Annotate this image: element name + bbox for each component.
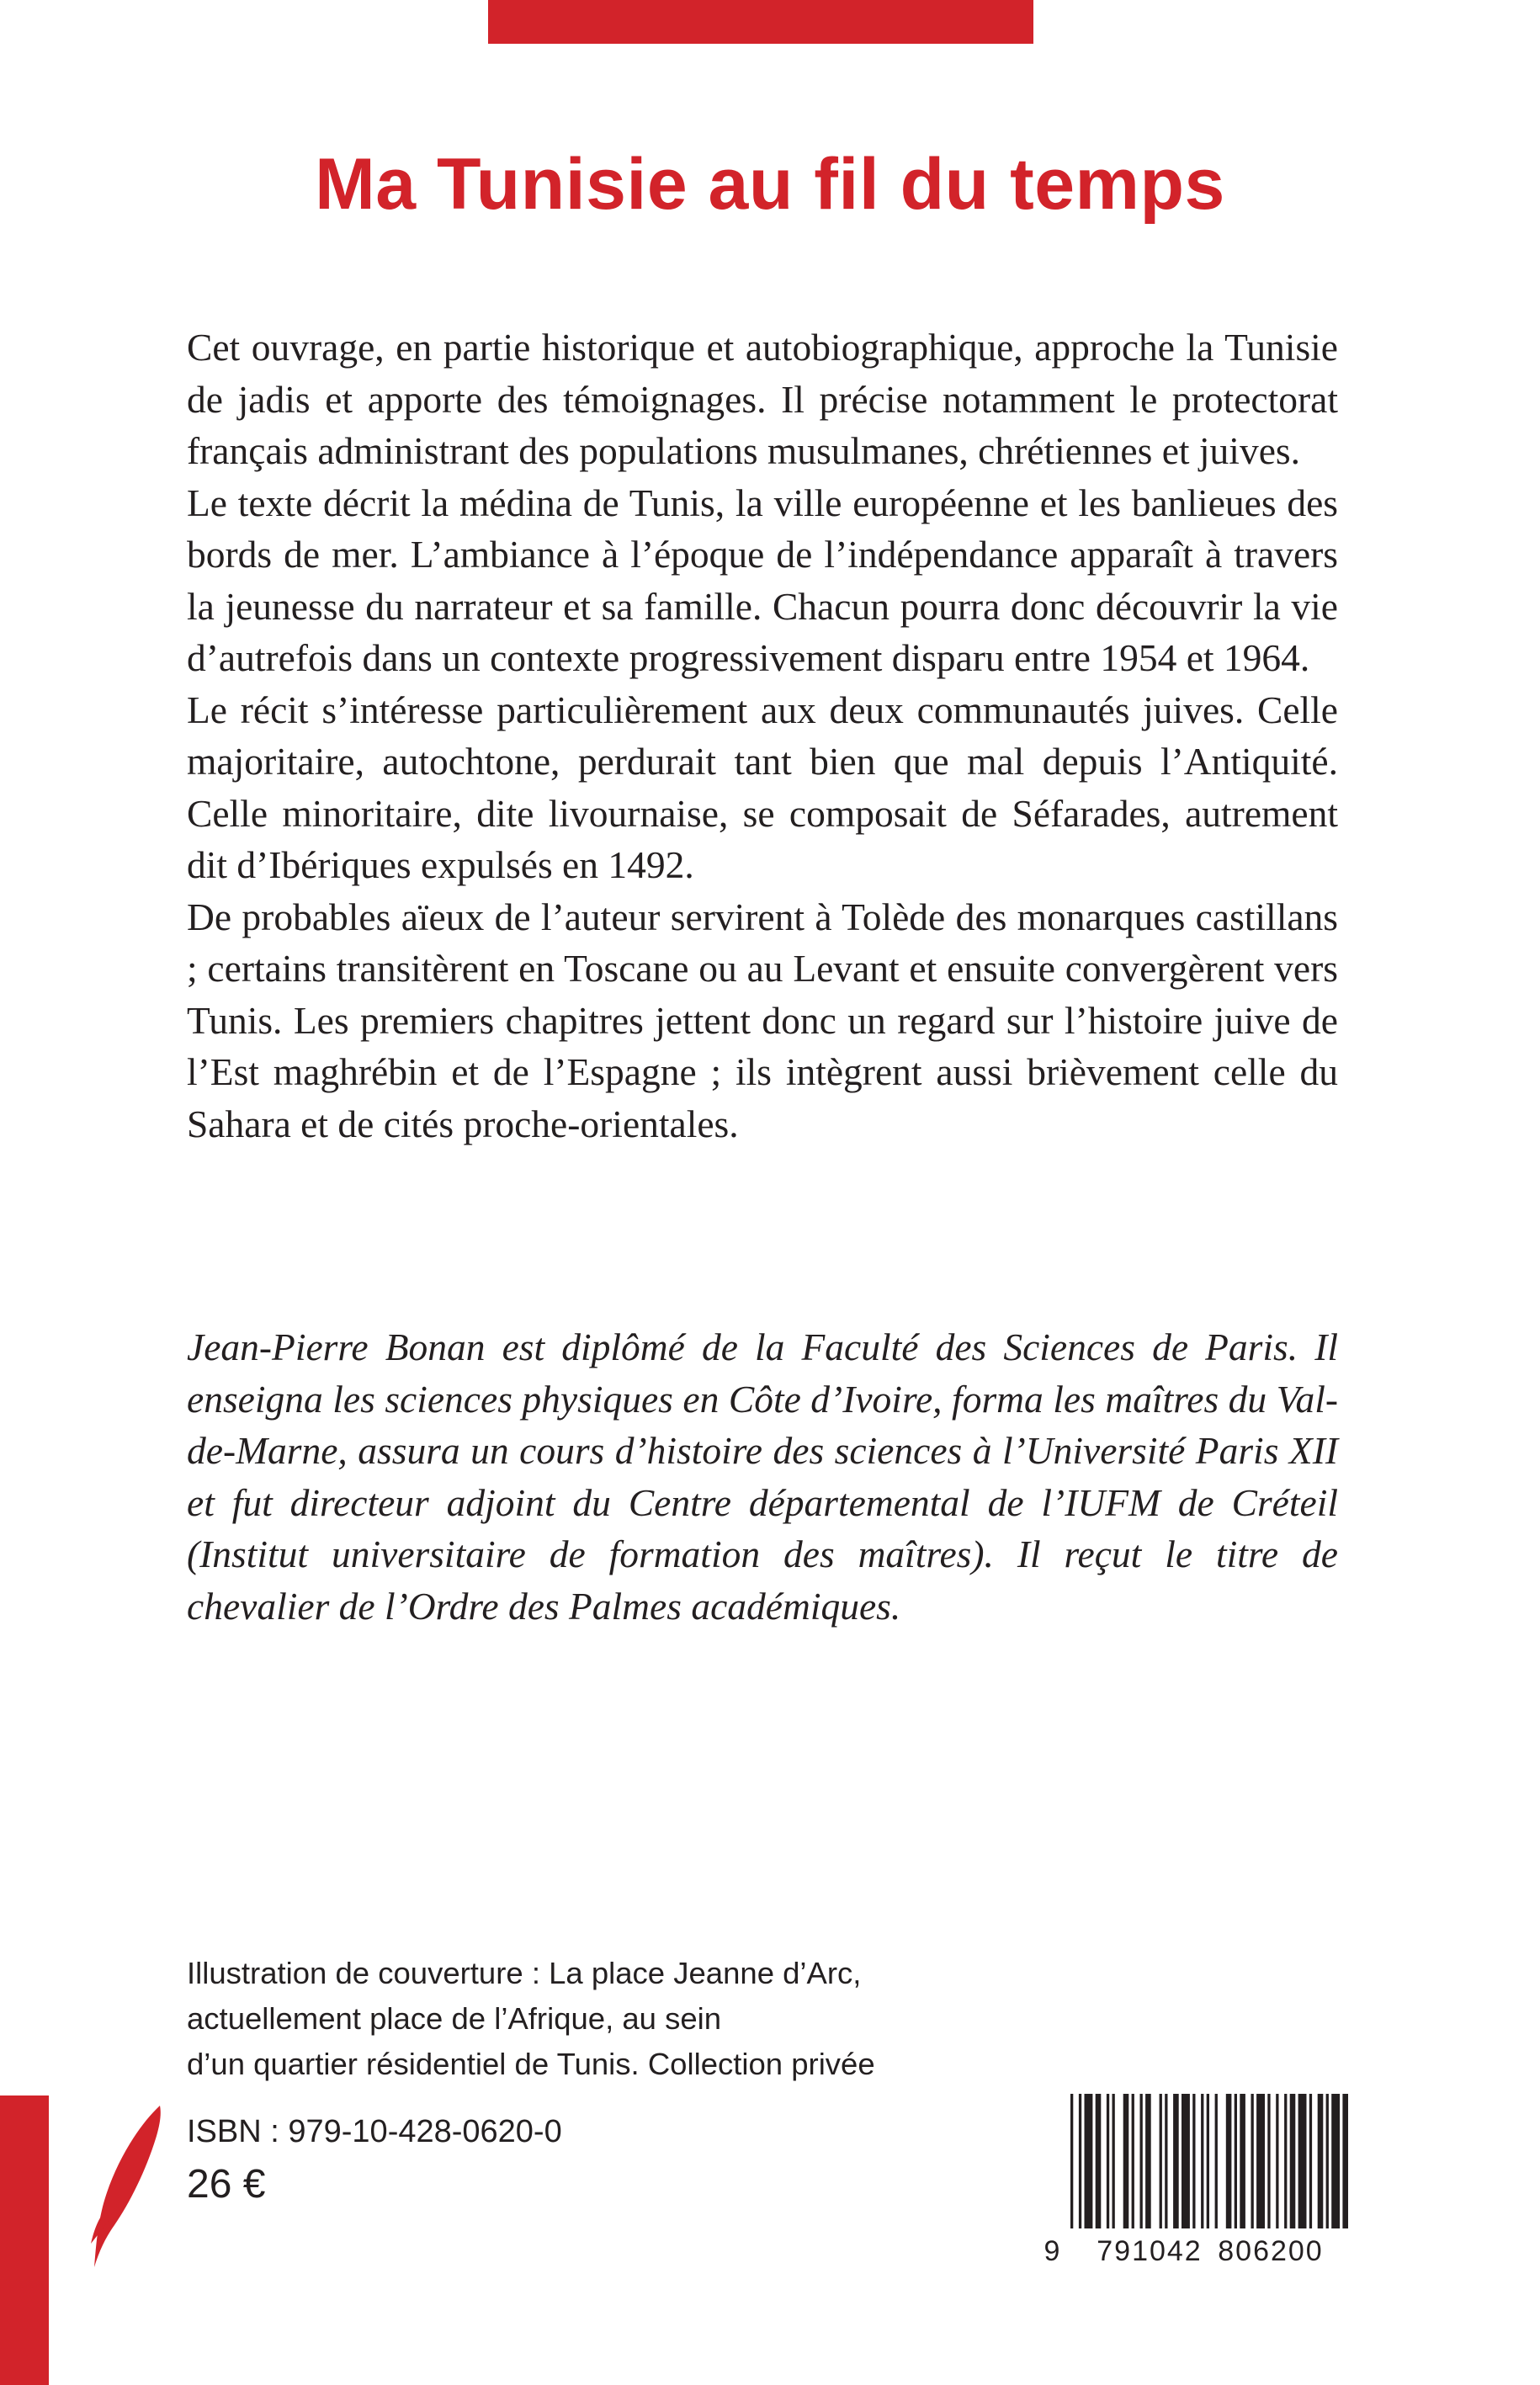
barcode-bar	[1342, 2094, 1348, 2228]
barcode-bar	[1226, 2094, 1232, 2228]
barcode-bar	[1085, 2094, 1093, 2228]
summary-paragraph: De probables aïeux de l’auteur servirent à Tolède des monarques castillans ; certains transitèrent en Toscane ou au Levant et ensuite convergèrent vers Tunis. Les premiers chapitres jettent donc un regard sur l’histoire juive de l’Est maghrébin et de l’Espagne ; ils intègrent aussi brièvement celle du Sahara et de cités proche-orientales.	[187, 895, 1338, 1145]
caption-line: Illustration de couverture : La place Jeanne d’Arc,	[187, 1956, 862, 1990]
barcode-bar	[1290, 2094, 1296, 2228]
price: 26 €	[187, 2162, 266, 2207]
author-bio: Jean-Pierre Bonan est diplômé de la Faculté des Sciences de Paris. Il enseigna les sciences physiques en Côte d’Ivoire, forma les maîtres du Val-de-Marne, assura un cours d’histoire des sciences à l’Université Paris XII et fut directeur adjoint du Centre départemental de l’IUFM de Créteil (Institut universitaire de formation des maîtres). Il reçut le titre de chevalier de l’Ordre des Palmes académiques.	[187, 1325, 1338, 1628]
summary-paragraph: Cet ouvrage, en partie historique et autobiographique, approche la Tunisie de jadis et apporte des témoignages. Il précise notamment le protectorat français administrant des populations musulmanes, chrétiennes et juives.	[187, 326, 1338, 472]
barcode-bar	[1207, 2094, 1209, 2228]
barcode-bar	[1145, 2094, 1151, 2228]
feather-icon	[88, 2102, 163, 2271]
isbn: ISBN : 979-10-428-0620-0	[187, 2114, 562, 2149]
barcode	[1033, 2087, 1355, 2264]
barcode-bar	[1173, 2094, 1179, 2228]
barcode-bar	[1182, 2094, 1190, 2228]
summary-paragraph: Le texte décrit la médina de Tunis, la ville européenne et les banlieues des bords de mer. L’ambiance à l’époque de l’indépendance apparaît à travers la jeunesse du narrateur et sa famille. Chacun pourra donc découvrir la vie d’autrefois dans un contexte progressivement disparu entre 1954 et 1964.	[187, 481, 1338, 679]
barcode-bar	[1132, 2094, 1134, 2228]
barcode-bar	[1256, 2094, 1265, 2228]
barcode-bars	[1070, 2094, 1348, 2228]
barcode-bar	[1240, 2094, 1245, 2228]
barcode-bar	[1070, 2094, 1073, 2228]
barcode-bar	[1276, 2094, 1278, 2228]
barcode-bar	[1298, 2094, 1307, 2228]
barcode-bar	[1235, 2094, 1237, 2228]
barcode-digit-prefix: 9	[1043, 2235, 1060, 2264]
barcode-digits-left: 791042	[1097, 2235, 1203, 2264]
barcode-bar	[1201, 2094, 1203, 2228]
barcode-bar	[1318, 2094, 1324, 2228]
barcode-bar	[1107, 2094, 1109, 2228]
book-summary	[187, 321, 1338, 1150]
barcode-bar	[1160, 2094, 1162, 2228]
illustration-caption	[187, 1951, 995, 2087]
caption-line: d’un quartier résidentiel de Tunis. Collection privée	[187, 2047, 875, 2081]
barcode-bar	[1113, 2094, 1115, 2228]
barcode-bar	[1140, 2094, 1143, 2228]
barcode-bar	[1284, 2094, 1287, 2228]
left-accent-bar	[0, 2096, 49, 2385]
barcode-bar	[1331, 2094, 1340, 2228]
barcode-bar	[1251, 2094, 1254, 2228]
barcode-bar	[1326, 2094, 1329, 2228]
barcode-bar	[1309, 2094, 1312, 2228]
barcode-bar	[1079, 2094, 1081, 2228]
caption-line: actuellement place de l’Afrique, au sein	[187, 2001, 722, 2036]
summary-paragraph: Le récit s’intéresse particulièrement aux deux communautés juives. Celle majoritaire, autochtone, perdurait tant bien que mal depuis l’Antiquité. Celle minoritaire, dite livournaise, se composait de Séfarades, autrement dit d’Ibériques expulsés en 1492.	[187, 688, 1338, 886]
book-title: Ma Tunisie au fil du temps	[315, 144, 1225, 225]
barcode-bar	[1096, 2094, 1102, 2228]
barcode-bar	[1165, 2094, 1167, 2228]
barcode-bar	[1192, 2094, 1195, 2228]
top-accent-bar	[488, 0, 1033, 44]
barcode-bar	[1215, 2094, 1218, 2228]
barcode-bar	[1123, 2094, 1129, 2228]
barcode-digits-right: 806200	[1218, 2235, 1324, 2264]
barcode-bar	[1267, 2094, 1270, 2228]
